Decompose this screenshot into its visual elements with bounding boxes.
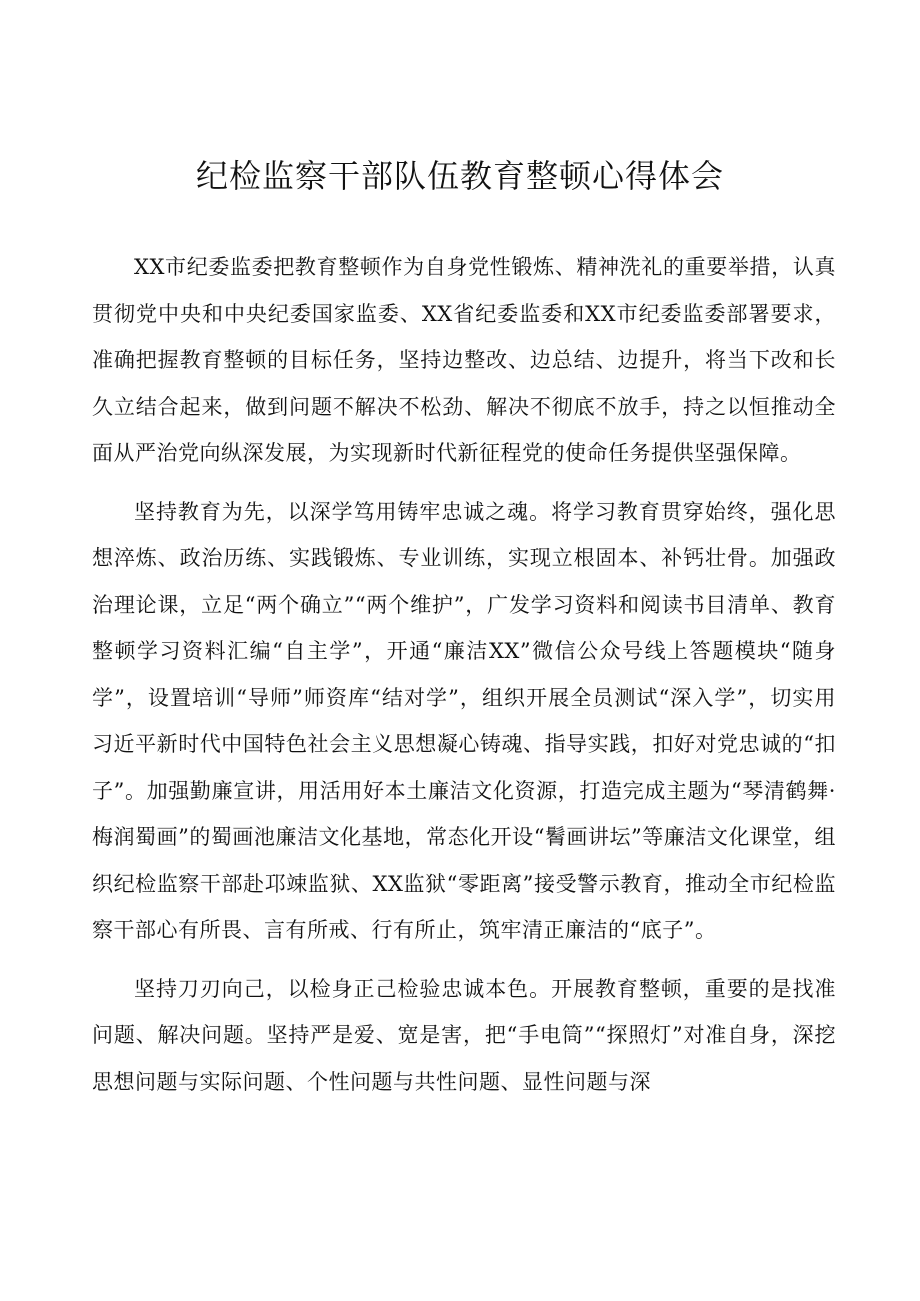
paragraph-self-examination: 坚持刀刃向己，以检身正己检验忠诚本色。开展教育整顿，重要的是找准问题、解决问题。坚持严是爱、宽是害，把“手电筒”“探照灯”对准自身，深挖思想问题与实际问题、个性问题与共性问题、显性问题与深 — [92, 976, 836, 1094]
paragraph-intro: XX市纪委监委把教育整顿作为自身党性锻炼、精神洗礼的重要举措，认真贯彻党中央和中央纪委国家监委、XX省纪委监委和XX市纪委监委部署要求，准确把握教育整顿的目标任务，坚持边整改、边总结、边提升，将当下改和长久立结合起来，做到问题不解决不松劲、解决不彻底不放手，持之以恒推动全面从严治党向纵深发展，为实现新时代新征程党的使命任务提供坚强保障。 — [92, 255, 836, 465]
paragraph-education-first: 坚持教育为先，以深学笃用铸牢忠诚之魂。将学习教育贯穿始终，强化思想淬炼、政治历练、实践锻炼、专业训练，实现立根固本、补钙壮骨。加强政治理论课，立足“两个确立”“两个维护”，广发学习资料和阅读书目清单、教育整顿学习资料汇编“自主学”，开通“廉洁XX”微信公众号线上答题模块“随身学”，设置培训“导师”师资库“结对学”，组织开展全员测试“深入学”，切实用习近平新时代中国特色社会主义思想凝心铸魂、指导实践，扣好对党忠诚的“扣子”。加强勤廉宣讲，用活用好本土廉洁文化资源，打造完成主题为“琴清鹤舞·梅润蜀画”的蜀画池廉洁文化基地，常态化开设“鬌画讲坛”等廉洁文化课堂，组织纪检监察干部赴邛竦监狱、XX监狱“零距离”接受警示教育，推动全市纪检监察干部心有所畏、言有所戒、行有所止，筑牢清正廉洁的“底子”。 — [92, 499, 836, 942]
document-title: 纪检监察干部队伍教育整顿心得体会 — [195, 157, 724, 195]
document-body — [92, 244, 836, 1117]
